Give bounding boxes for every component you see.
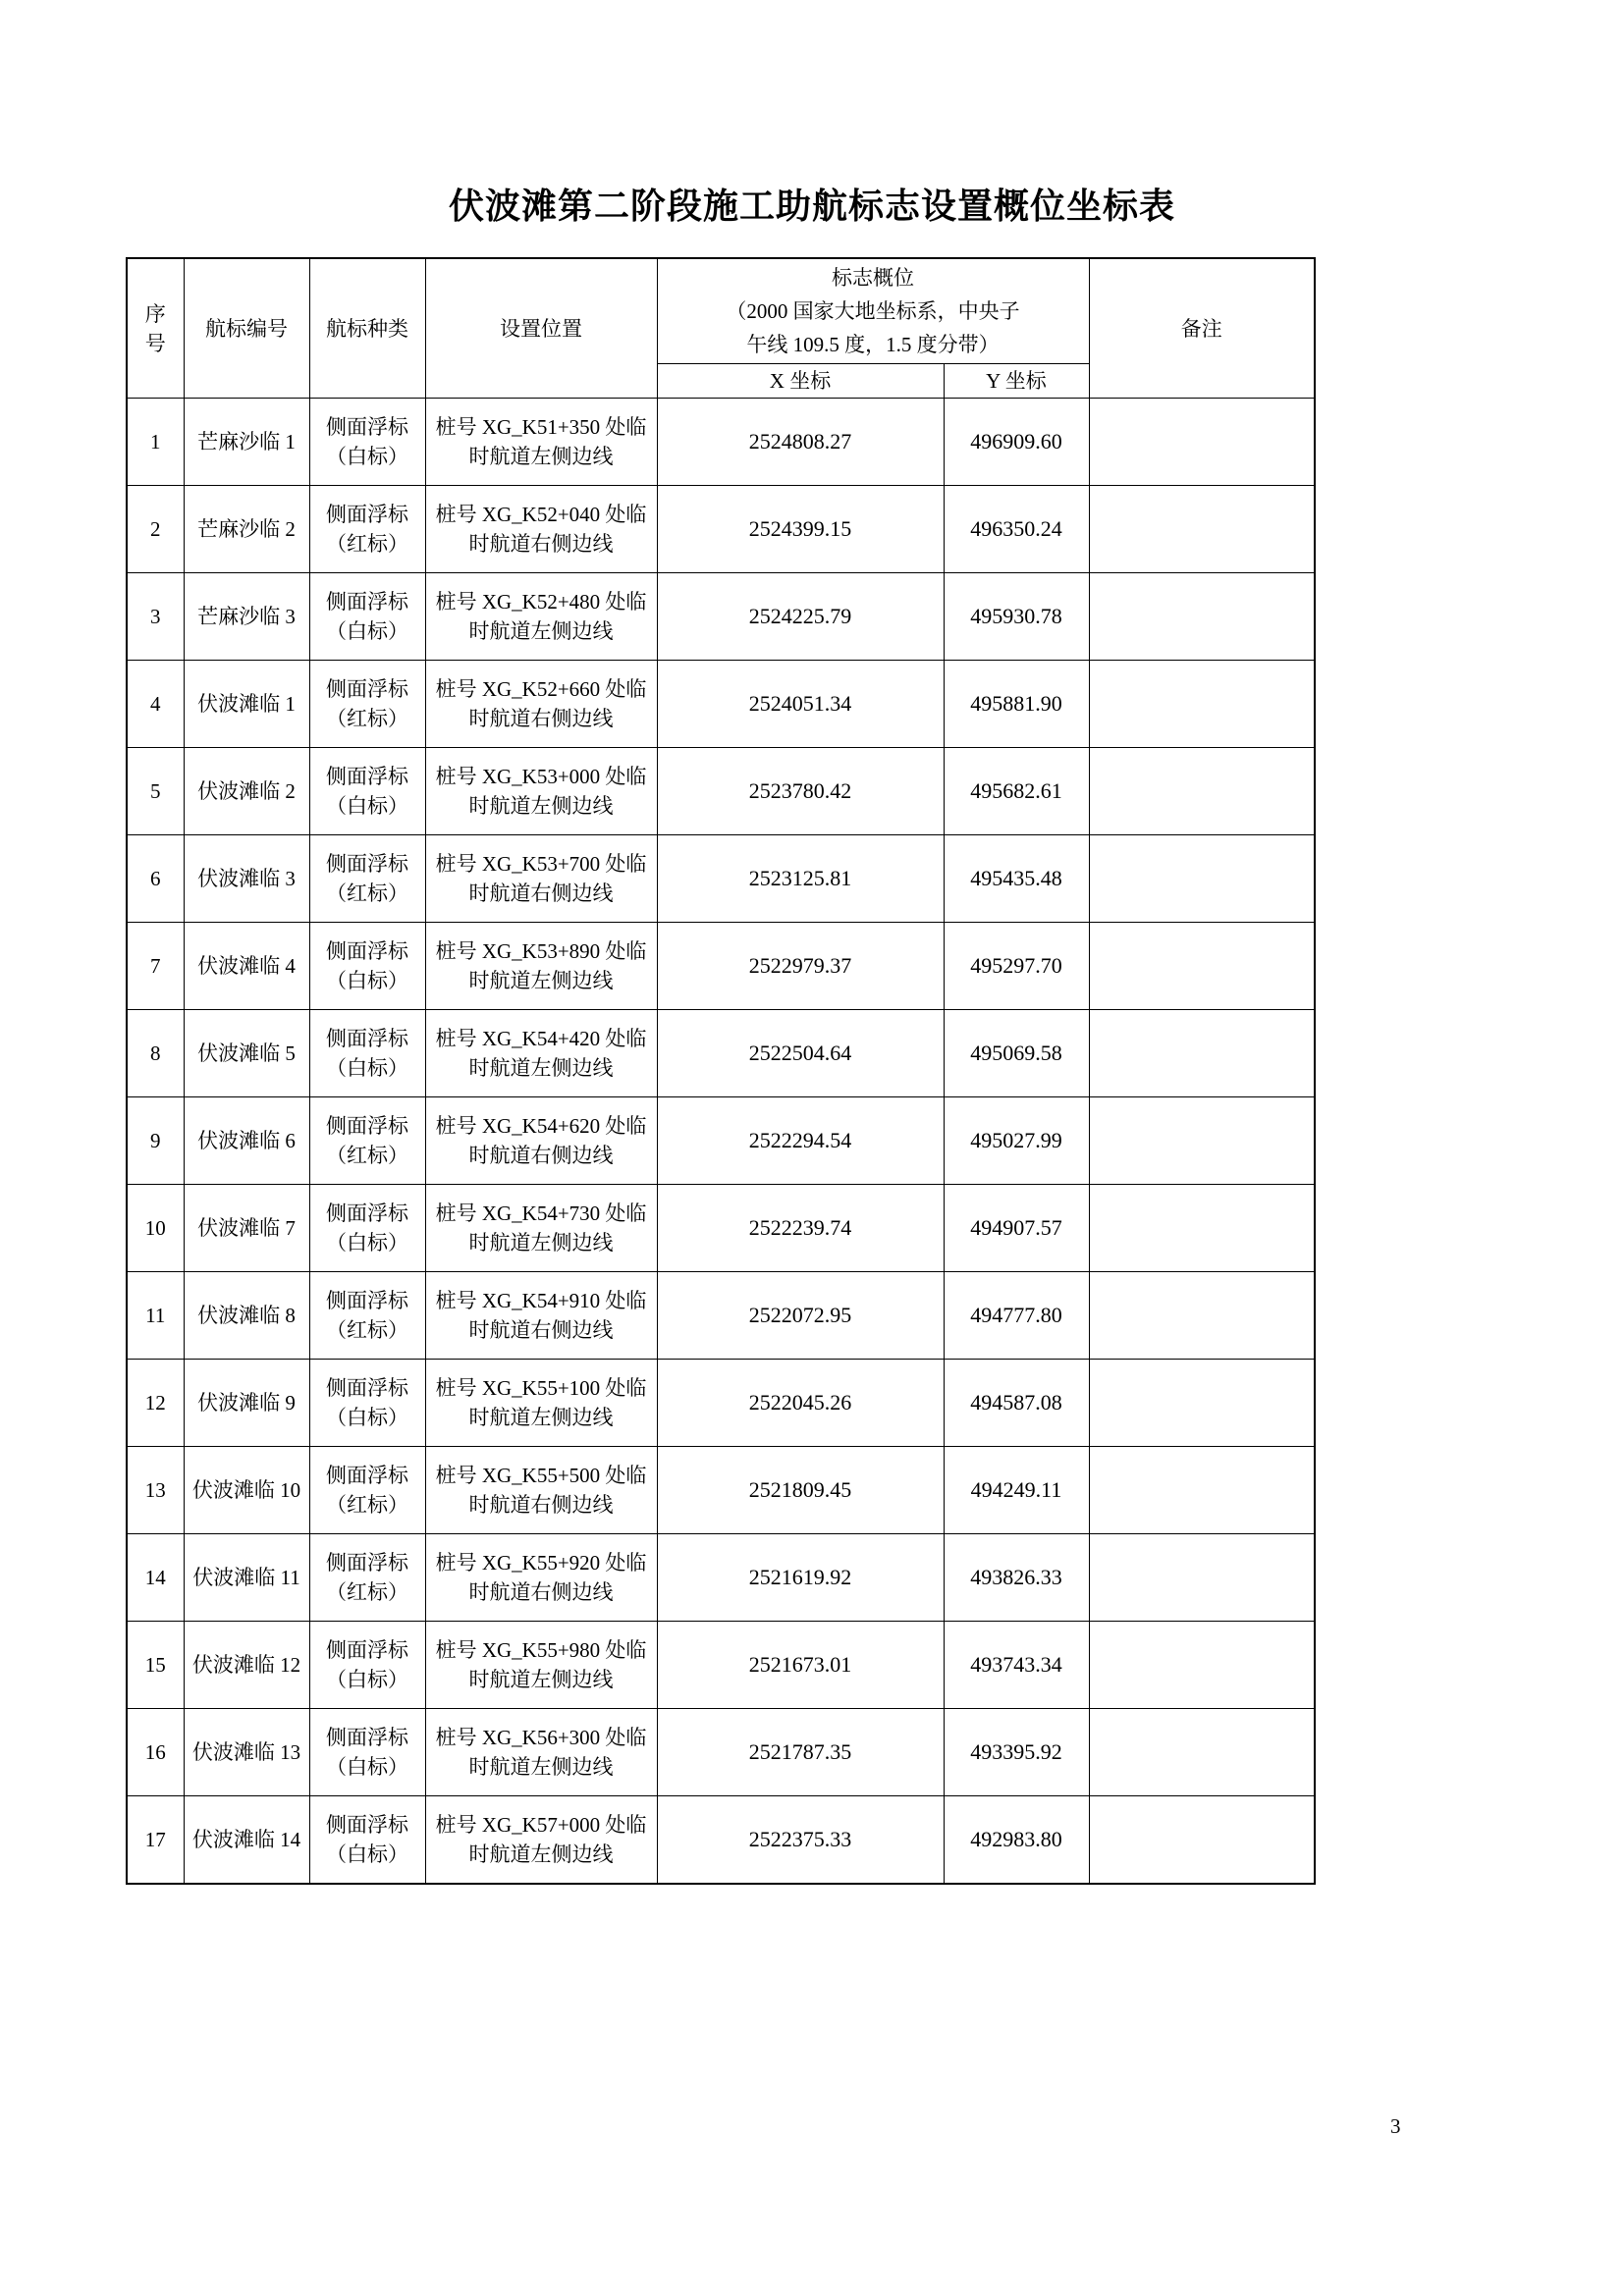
setting-position-line2: 时航道右侧边线: [468, 1144, 614, 1167]
remark: [1089, 1709, 1315, 1796]
row-index: 14: [127, 1534, 184, 1622]
y-coordinate: 495881.90: [944, 661, 1089, 748]
x-coordinate: 2523125.81: [657, 835, 944, 923]
beacon-type-line2: （红标）: [326, 532, 408, 556]
setting-position-line2: 时航道左侧边线: [468, 794, 614, 818]
setting-position-line1: 桩号 XG_K55+980 处临: [435, 1638, 647, 1662]
remark: [1089, 1360, 1315, 1447]
column-header-index-line2: 号: [144, 331, 166, 355]
coordinate-group-line1: 标志概位: [832, 266, 914, 290]
beacon-type-line1: 侧面浮标: [326, 852, 408, 876]
remark: [1089, 573, 1315, 661]
beacon-type-line2: （红标）: [326, 881, 408, 905]
beacon-type-line2: （白标）: [326, 969, 408, 992]
table-row: [127, 923, 1315, 1010]
setting-position-line2: 时航道左侧边线: [468, 1406, 614, 1429]
beacon-type: [309, 1185, 425, 1272]
beacon-type: [309, 573, 425, 661]
setting-position-line1: 桩号 XG_K56+300 处临: [435, 1726, 647, 1749]
beacon-type-line1: 侧面浮标: [326, 1376, 408, 1400]
y-coordinate: 492983.80: [944, 1796, 1089, 1885]
setting-position-line2: 时航道右侧边线: [468, 1493, 614, 1517]
setting-position-line1: 桩号 XG_K54+620 处临: [435, 1114, 647, 1138]
beacon-type-line2: （白标）: [326, 619, 408, 643]
table-row: [127, 1534, 1315, 1622]
setting-position: [425, 573, 657, 661]
column-header-beacon-type: 航标种类: [309, 258, 425, 399]
setting-position-line1: 桩号 XG_K53+000 处临: [435, 765, 647, 788]
beacon-number: 芒麻沙临 1: [184, 399, 309, 486]
remark: [1089, 486, 1315, 573]
x-coordinate: 2522375.33: [657, 1796, 944, 1885]
remark: [1089, 1534, 1315, 1622]
table-row: [127, 1360, 1315, 1447]
x-coordinate: 2524808.27: [657, 399, 944, 486]
beacon-number: 伏波滩临 6: [184, 1097, 309, 1185]
beacon-type: [309, 661, 425, 748]
remark: [1089, 1097, 1315, 1185]
remark: [1089, 1622, 1315, 1709]
x-coordinate: 2522504.64: [657, 1010, 944, 1097]
row-index: 17: [127, 1796, 184, 1885]
beacon-type-line2: （红标）: [326, 707, 408, 730]
beacon-number: 芒麻沙临 2: [184, 486, 309, 573]
beacon-type: [309, 1796, 425, 1885]
table-body: [127, 399, 1315, 1885]
beacon-number: 伏波滩临 13: [184, 1709, 309, 1796]
y-coordinate: 493743.34: [944, 1622, 1089, 1709]
row-index: 9: [127, 1097, 184, 1185]
row-index: 16: [127, 1709, 184, 1796]
row-index: 8: [127, 1010, 184, 1097]
beacon-number: 伏波滩临 4: [184, 923, 309, 1010]
setting-position-line2: 时航道右侧边线: [468, 881, 614, 905]
table-row: [127, 1010, 1315, 1097]
setting-position-line1: 桩号 XG_K57+000 处临: [435, 1813, 647, 1837]
beacon-type-line1: 侧面浮标: [326, 677, 408, 701]
y-coordinate: 495297.70: [944, 923, 1089, 1010]
x-coordinate: 2523780.42: [657, 748, 944, 835]
x-coordinate: 2521673.01: [657, 1622, 944, 1709]
x-coordinate: 2522294.54: [657, 1097, 944, 1185]
beacon-type: [309, 923, 425, 1010]
y-coordinate: 495930.78: [944, 573, 1089, 661]
y-coordinate: 493395.92: [944, 1709, 1089, 1796]
beacon-number: 伏波滩临 1: [184, 661, 309, 748]
coordinate-table: [126, 257, 1316, 1885]
setting-position: [425, 923, 657, 1010]
remark: [1089, 1447, 1315, 1534]
y-coordinate: 496350.24: [944, 486, 1089, 573]
beacon-type-line2: （白标）: [326, 445, 408, 468]
setting-position: [425, 1796, 657, 1885]
beacon-type-line1: 侧面浮标: [326, 765, 408, 788]
setting-position: [425, 661, 657, 748]
beacon-type-line1: 侧面浮标: [326, 1551, 408, 1575]
setting-position: [425, 486, 657, 573]
setting-position-line1: 桩号 XG_K51+350 处临: [435, 415, 647, 439]
remark: [1089, 399, 1315, 486]
row-index: 4: [127, 661, 184, 748]
y-coordinate: 495682.61: [944, 748, 1089, 835]
page-title: 伏波滩第二阶段施工助航标志设置概位坐标表: [448, 187, 1175, 227]
row-index: 7: [127, 923, 184, 1010]
setting-position-line2: 时航道左侧边线: [468, 1755, 614, 1779]
row-index: 3: [127, 573, 184, 661]
beacon-type-line2: （红标）: [326, 1493, 408, 1517]
page-number: 3: [1390, 2114, 1401, 2138]
setting-position: [425, 1097, 657, 1185]
table-row: [127, 835, 1315, 923]
beacon-number: 伏波滩临 14: [184, 1796, 309, 1885]
remark: [1089, 1272, 1315, 1360]
x-coordinate: 2521619.92: [657, 1534, 944, 1622]
x-coordinate: 2522072.95: [657, 1272, 944, 1360]
x-coordinate: 2521809.45: [657, 1447, 944, 1534]
setting-position-line2: 时航道右侧边线: [468, 532, 614, 556]
coordinate-group-line2: （2000 国家大地坐标系，中央子: [726, 299, 1020, 323]
setting-position: [425, 1360, 657, 1447]
row-index: 6: [127, 835, 184, 923]
setting-position-line1: 桩号 XG_K53+700 处临: [435, 852, 647, 876]
setting-position-line1: 桩号 XG_K54+910 处临: [435, 1289, 647, 1312]
x-coordinate: 2522979.37: [657, 923, 944, 1010]
setting-position: [425, 1185, 657, 1272]
beacon-type-line2: （白标）: [326, 1406, 408, 1429]
setting-position-line1: 桩号 XG_K52+660 处临: [435, 677, 647, 701]
beacon-type-line1: 侧面浮标: [326, 1813, 408, 1837]
beacon-type-line2: （红标）: [326, 1318, 408, 1342]
beacon-type: [309, 748, 425, 835]
column-header-index: [127, 258, 184, 399]
beacon-type-line1: 侧面浮标: [326, 1464, 408, 1487]
beacon-type: [309, 1360, 425, 1447]
beacon-type-line2: （白标）: [326, 1755, 408, 1779]
row-index: 12: [127, 1360, 184, 1447]
beacon-number: 伏波滩临 8: [184, 1272, 309, 1360]
table-row: [127, 748, 1315, 835]
setting-position-line1: 桩号 XG_K55+500 处临: [435, 1464, 647, 1487]
column-header-y-coordinate: Y 坐标: [944, 364, 1089, 399]
y-coordinate: 495027.99: [944, 1097, 1089, 1185]
setting-position-line2: 时航道左侧边线: [468, 619, 614, 643]
y-coordinate: 494777.80: [944, 1272, 1089, 1360]
remark: [1089, 923, 1315, 1010]
beacon-type: [309, 399, 425, 486]
row-index: 11: [127, 1272, 184, 1360]
beacon-type-line1: 侧面浮标: [326, 415, 408, 439]
column-header-coordinate-group: [657, 258, 1089, 364]
setting-position-line1: 桩号 XG_K53+890 处临: [435, 939, 647, 963]
beacon-type: [309, 1447, 425, 1534]
beacon-type-line1: 侧面浮标: [326, 503, 408, 526]
beacon-type: [309, 1709, 425, 1796]
beacon-type: [309, 1097, 425, 1185]
y-coordinate: 494587.08: [944, 1360, 1089, 1447]
beacon-type-line2: （红标）: [326, 1580, 408, 1604]
table-row: [127, 1272, 1315, 1360]
setting-position-line2: 时航道左侧边线: [468, 1231, 614, 1255]
y-coordinate: 493826.33: [944, 1534, 1089, 1622]
table-row: [127, 399, 1315, 486]
x-coordinate: 2521787.35: [657, 1709, 944, 1796]
setting-position: [425, 1534, 657, 1622]
y-coordinate: 496909.60: [944, 399, 1089, 486]
beacon-number: 伏波滩临 2: [184, 748, 309, 835]
y-coordinate: 495069.58: [944, 1010, 1089, 1097]
beacon-type-line2: （白标）: [326, 794, 408, 818]
column-header-beacon-no: 航标编号: [184, 258, 309, 399]
setting-position-line2: 时航道左侧边线: [468, 1842, 614, 1866]
x-coordinate: 2524399.15: [657, 486, 944, 573]
beacon-type: [309, 835, 425, 923]
beacon-type-line2: （白标）: [326, 1056, 408, 1080]
setting-position-line2: 时航道右侧边线: [468, 707, 614, 730]
setting-position: [425, 1622, 657, 1709]
beacon-number: 伏波滩临 10: [184, 1447, 309, 1534]
beacon-type: [309, 1272, 425, 1360]
setting-position-line2: 时航道左侧边线: [468, 1668, 614, 1691]
y-coordinate: 494249.11: [944, 1447, 1089, 1534]
beacon-type-line1: 侧面浮标: [326, 1726, 408, 1749]
beacon-type-line1: 侧面浮标: [326, 1027, 408, 1050]
beacon-type: [309, 1534, 425, 1622]
remark: [1089, 661, 1315, 748]
table-row: [127, 1185, 1315, 1272]
x-coordinate: 2524051.34: [657, 661, 944, 748]
row-index: 13: [127, 1447, 184, 1534]
beacon-type: [309, 486, 425, 573]
beacon-type: [309, 1622, 425, 1709]
setting-position-line1: 桩号 XG_K52+040 处临: [435, 503, 647, 526]
beacon-type-line2: （红标）: [326, 1144, 408, 1167]
beacon-type-line2: （白标）: [326, 1668, 408, 1691]
setting-position-line1: 桩号 XG_K54+420 处临: [435, 1027, 647, 1050]
beacon-number: 伏波滩临 11: [184, 1534, 309, 1622]
setting-position-line2: 时航道左侧边线: [468, 969, 614, 992]
table-row: [127, 1622, 1315, 1709]
setting-position: [425, 1447, 657, 1534]
setting-position: [425, 835, 657, 923]
beacon-type: [309, 1010, 425, 1097]
table-row: [127, 573, 1315, 661]
x-coordinate: 2522239.74: [657, 1185, 944, 1272]
coordinate-group-line3: 午线 109.5 度，1.5 度分带）: [746, 333, 1000, 356]
coordinate-table-wrapper: [126, 257, 1314, 1885]
remark: [1089, 748, 1315, 835]
row-index: 2: [127, 486, 184, 573]
beacon-type-line2: （白标）: [326, 1231, 408, 1255]
remark: [1089, 1010, 1315, 1097]
x-coordinate: 2524225.79: [657, 573, 944, 661]
row-index: 1: [127, 399, 184, 486]
setting-position: [425, 1709, 657, 1796]
setting-position-line2: 时航道右侧边线: [468, 1580, 614, 1604]
column-header-index-line1: 序: [144, 301, 166, 326]
beacon-number: 伏波滩临 12: [184, 1622, 309, 1709]
beacon-number: 伏波滩临 9: [184, 1360, 309, 1447]
beacon-type-line1: 侧面浮标: [326, 939, 408, 963]
row-index: 15: [127, 1622, 184, 1709]
beacon-type-line2: （白标）: [326, 1842, 408, 1866]
table-row: [127, 486, 1315, 573]
beacon-type-line1: 侧面浮标: [326, 1289, 408, 1312]
y-coordinate: 495435.48: [944, 835, 1089, 923]
table-row: [127, 1709, 1315, 1796]
column-header-x-coordinate: X 坐标: [657, 364, 944, 399]
setting-position: [425, 748, 657, 835]
remark: [1089, 835, 1315, 923]
column-header-position: 设置位置: [425, 258, 657, 399]
table-row: [127, 661, 1315, 748]
beacon-type-line1: 侧面浮标: [326, 1201, 408, 1225]
x-coordinate: 2522045.26: [657, 1360, 944, 1447]
beacon-type-line1: 侧面浮标: [326, 1114, 408, 1138]
column-header-remark: 备注: [1089, 258, 1315, 399]
row-index: 5: [127, 748, 184, 835]
row-index: 10: [127, 1185, 184, 1272]
beacon-type-line1: 侧面浮标: [326, 590, 408, 614]
beacon-number: 伏波滩临 5: [184, 1010, 309, 1097]
setting-position-line2: 时航道右侧边线: [468, 1318, 614, 1342]
remark: [1089, 1185, 1315, 1272]
setting-position-line2: 时航道左侧边线: [468, 445, 614, 468]
table-row: [127, 1796, 1315, 1885]
y-coordinate: 494907.57: [944, 1185, 1089, 1272]
table-row: [127, 1447, 1315, 1534]
beacon-number: 伏波滩临 7: [184, 1185, 309, 1272]
table-header: [127, 258, 1315, 399]
setting-position-line1: 桩号 XG_K55+920 处临: [435, 1551, 647, 1575]
remark: [1089, 1796, 1315, 1885]
setting-position: [425, 1010, 657, 1097]
table-header-row-1: [127, 258, 1315, 364]
setting-position: [425, 399, 657, 486]
setting-position-line1: 桩号 XG_K54+730 处临: [435, 1201, 647, 1225]
setting-position-line1: 桩号 XG_K55+100 处临: [435, 1376, 647, 1400]
beacon-number: 伏波滩临 3: [184, 835, 309, 923]
setting-position-line1: 桩号 XG_K52+480 处临: [435, 590, 647, 614]
table-row: [127, 1097, 1315, 1185]
beacon-type-line1: 侧面浮标: [326, 1638, 408, 1662]
beacon-number: 芒麻沙临 3: [184, 573, 309, 661]
setting-position: [425, 1272, 657, 1360]
setting-position-line2: 时航道左侧边线: [468, 1056, 614, 1080]
